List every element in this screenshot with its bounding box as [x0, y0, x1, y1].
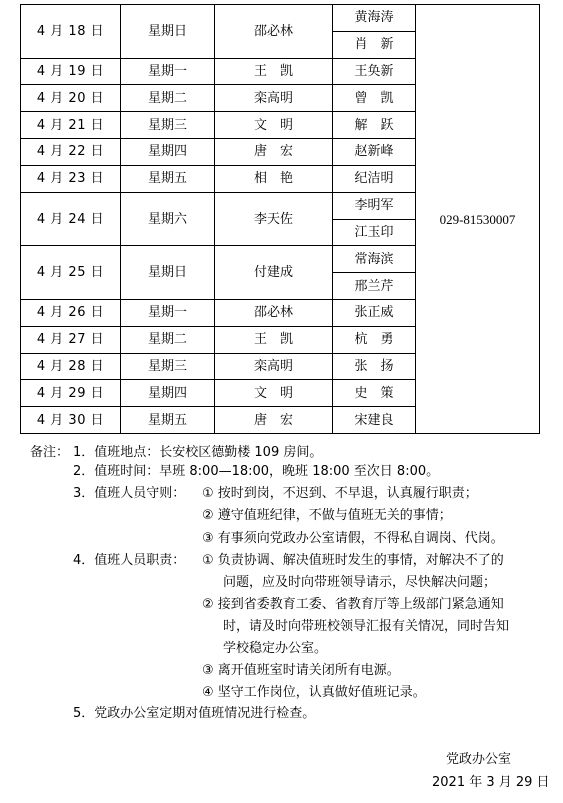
date-cell: 4 月 28 日 [21, 353, 121, 380]
notes-prefix: 备注： [30, 445, 70, 460]
note-item-4-line: 学校稳定办公室。 [223, 641, 328, 656]
staff-cell: 解 跃 [333, 112, 416, 139]
weekday-cell: 星期一 [121, 58, 215, 85]
leader-cell: 文 明 [215, 112, 333, 139]
leader-cell: 唐 宏 [215, 139, 333, 166]
staff-cell: 肖 新 [333, 31, 416, 58]
weekday-cell: 星期三 [121, 353, 215, 380]
leader-cell: 栾高明 [215, 353, 333, 380]
note-item-4-label: 4．值班人员职责： [73, 553, 186, 568]
weekday-cell: 星期一 [121, 299, 215, 326]
leader-cell: 王 凯 [215, 326, 333, 353]
staff-cell: 李明军 [333, 192, 416, 219]
date-cell: 4 月 23 日 [21, 165, 121, 192]
note-item-3-line: ① 按时到岗，不迟到、不早退，认真履行职责； [202, 486, 478, 501]
note-item-4-line: ④ 坚守工作岗位，认真做好值班记录。 [202, 685, 426, 700]
leader-cell: 王 凯 [215, 58, 333, 85]
staff-cell: 张 扬 [333, 353, 416, 380]
weekday-cell: 星期六 [121, 192, 215, 246]
weekday-cell: 星期三 [121, 112, 215, 139]
date-cell: 4 月 22 日 [21, 139, 121, 166]
weekday-cell: 星期四 [121, 139, 215, 166]
date-cell: 4 月 26 日 [21, 299, 121, 326]
staff-cell: 曾 凯 [333, 85, 416, 112]
note-item-3-label: 3．值班人员守则： [73, 486, 186, 501]
note-item-5: 5．党政办公室定期对值班情况进行检查。 [73, 706, 316, 721]
staff-cell: 张正威 [333, 299, 416, 326]
leader-cell: 邵必林 [215, 5, 333, 59]
weekday-cell: 星期日 [121, 5, 215, 59]
staff-cell: 杭 勇 [333, 326, 416, 353]
date-cell: 4 月 21 日 [21, 112, 121, 139]
leader-cell: 付建成 [215, 246, 333, 300]
note-item-4-line: ③ 离开值班室时请关闭所有电源。 [202, 663, 400, 678]
leader-cell: 相 艳 [215, 165, 333, 192]
staff-cell: 纪洁明 [333, 165, 416, 192]
note-item-2: 2．值班时间：早班 8:00—18:00，晚班 18:00 至次日 8:00。 [73, 464, 440, 479]
weekday-cell: 星期二 [121, 326, 215, 353]
leader-cell: 邵必林 [215, 299, 333, 326]
note-item-4-line: 问题，应及时向带班领导请示，尽快解决问题； [223, 575, 497, 590]
weekday-cell: 星期五 [121, 407, 215, 434]
table-row [21, 5, 540, 32]
signature-date: 2021 年 3 月 29 日 [432, 775, 550, 790]
date-cell: 4 月 25 日 [21, 246, 121, 300]
note-item-3-line: ② 遵守值班纪律，不做与值班无关的事情； [202, 508, 452, 523]
weekday-cell: 星期日 [121, 246, 215, 300]
staff-cell: 赵新峰 [333, 139, 416, 166]
staff-cell: 史 策 [333, 380, 416, 407]
staff-cell: 常海滨 [333, 246, 416, 273]
leader-cell: 文 明 [215, 380, 333, 407]
date-cell: 4 月 20 日 [21, 85, 121, 112]
date-cell: 4 月 27 日 [21, 326, 121, 353]
date-cell: 4 月 29 日 [21, 380, 121, 407]
note-item-3-line: ③ 有事须向党政办公室请假，不得私自调岗、代岗。 [202, 531, 504, 546]
note-item-4-line: 时，请及时向带班校领导汇报有关情况，同时告知 [223, 619, 510, 634]
signature-office: 党政办公室 [446, 752, 512, 767]
duty-phone-cell: 029-81530007 [416, 5, 540, 434]
leader-cell: 栾高明 [215, 85, 333, 112]
date-cell: 4 月 19 日 [21, 58, 121, 85]
date-cell: 4 月 30 日 [21, 407, 121, 434]
weekday-cell: 星期四 [121, 380, 215, 407]
staff-cell: 宋建良 [333, 407, 416, 434]
date-cell: 4 月 18 日 [21, 5, 121, 59]
leader-cell: 李天佐 [215, 192, 333, 246]
note-item-4-line: ① 负责协调、解决值班时发生的事情，对解决不了的 [202, 553, 504, 568]
date-cell: 4 月 24 日 [21, 192, 121, 246]
note-item-4-line: ② 接到省委教育工委、省教育厅等上级部门紧急通知 [202, 597, 504, 612]
leader-cell: 唐 宏 [215, 407, 333, 434]
weekday-cell: 星期二 [121, 85, 215, 112]
staff-cell: 邢兰芹 [333, 273, 416, 300]
staff-cell: 江玉印 [333, 219, 416, 246]
weekday-cell: 星期五 [121, 165, 215, 192]
note-item-1: 1．值班地点：长安校区德勤楼 109 房间。 [73, 445, 323, 460]
duty-schedule-table [20, 4, 540, 434]
staff-cell: 黄海涛 [333, 5, 416, 32]
staff-cell: 王奂新 [333, 58, 416, 85]
